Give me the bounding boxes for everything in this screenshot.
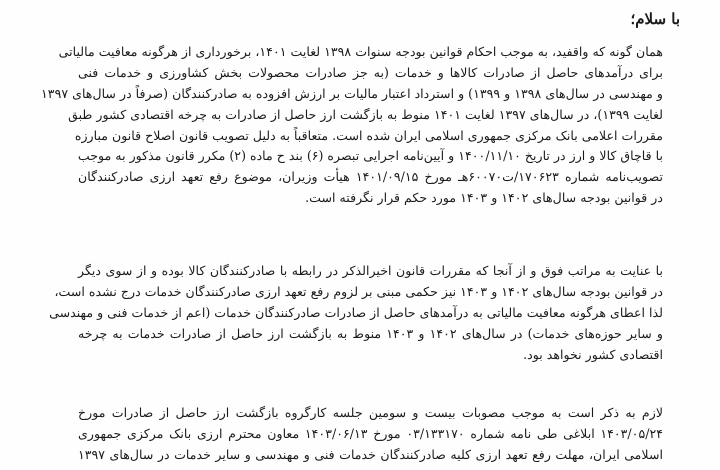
text-line: همان گونه که واقفید، به موجب احکام قوانین بودجه سنوات ۱۳۹۸ لغایت ۱۴۰۱، برخورداری از هرگونه معافیت مالیاتی bbox=[58, 44, 663, 59]
text-line: اقتصادی کشور نخواهد بود. bbox=[523, 346, 663, 362]
text-line: در قوانین بودجه سال‌های ۱۴۰۲ و ۱۴۰۳ نیز حکمی مبنی بر لزوم رفع تعهد ارزی صادرکنندگان خدمات درج نشده است، bbox=[54, 283, 663, 299]
text-line: برای درآمدهای حاصل از صادرات کالاها و خدمات (به جز صادرات محصولات بخش کشاورزی و خدمات فنی bbox=[78, 64, 663, 80]
text-line: مقررات اعلامی بانک مرکزی جمهوری اسلامی ایران شده است. متعاقباً به دلیل تصویب قانون اصلاح قانون مبارزه bbox=[74, 127, 663, 143]
text-line: لغایت ۱۳۹۹)، در سال‌های ۱۳۹۷ لغایت ۱۴۰۱ منوط به بازگشت ارز حاصل از صادرات به چرخه اقتصادی کشور طبق bbox=[68, 106, 663, 122]
text-line: با قاچاق کالا و ارز در تاریخ ۱۴۰۰/۱۱/۱۰ و آیین‌نامه اجرایی تبصره (۶) بند ح ماده (۲) مکرر قانون مذکور به موجب bbox=[77, 148, 663, 164]
text-line: ۱۴۰۳/۰۵/۲۴ ابلاغی طی نامه شماره ۰۳/۱۳۳۱۷۰ مورخ ۱۴۰۳/۰۶/۱۳ معاون محترم ارزی بانک مرکزی جمهوری bbox=[78, 425, 663, 441]
paragraph-1 bbox=[41, 42, 663, 209]
text-line: و مهندسی در سال‌های ۱۳۹۸ و ۱۳۹۹) و استرداد اعتبار مالیات بر ارزش افزوده به صادرکنندگان (صرفاً در سال‌های ۱۳۹۷ bbox=[41, 85, 663, 101]
text-line: تصویب‌نامه شماره ۱۷۰۶۲۳/ت۶۰۰۷۰هـ مورخ ۱۴۰۱/۰۹/۱۵ هیأت وزیران، موضوع رفع تعهد ارزی صادرکنندگان bbox=[78, 169, 663, 185]
paragraph-2 bbox=[49, 261, 663, 365]
salutation: با سلام؛ bbox=[630, 10, 680, 28]
paragraph-3 bbox=[78, 403, 663, 466]
text-line: اسلامی ایران، مهلت رفع تعهد ارزی کلیه صادرکنندگان خدمات فنی و مهندسی و سایر خدمات در سال‌های ۱۳۹۷ bbox=[78, 446, 663, 462]
text-line: لازم به ذکر است به موجب مصوبات بیست و سومین جلسه کارگروه بازگشت ارز حاصل از صادرات مورخ bbox=[78, 405, 663, 420]
text-line: با عنایت به مراتب فوق و از آنجا که مقررات قانون اخیرالذکر در رابطه با صادرکنندگان کالا بوده و از سوی دیگر bbox=[78, 263, 663, 278]
text-line: لذا اعطای هرگونه معافیت مالیاتی به درآمدهای حاصل از صادرات صادرکنندگان خدمات (اعم از خدمات فنی و مهندسی bbox=[49, 304, 663, 320]
text-line: و سایر حوزه‌های خدمات) در سال‌های ۱۴۰۲ و ۱۴۰۳ منوط به بازگشت ارز حاصل از صادرات خدمات به چرخه bbox=[78, 325, 663, 341]
text-line: در قوانین بودجه سال‌های ۱۴۰۲ و ۱۴۰۳ مورد حکم قرار نگرفته است. bbox=[305, 190, 663, 206]
